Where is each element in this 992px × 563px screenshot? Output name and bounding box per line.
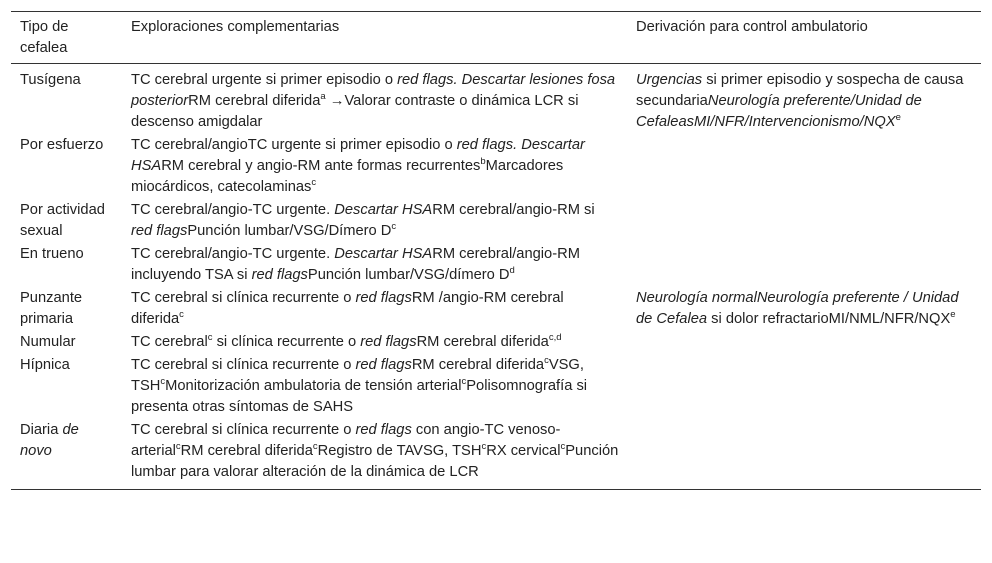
tests-footnote-mark: d bbox=[509, 265, 515, 277]
tests-text: RM cerebral diferida bbox=[411, 357, 545, 373]
referral-footnote-mark: e bbox=[950, 309, 956, 321]
tests-text: red flags bbox=[355, 290, 412, 306]
tests-text: Punción lumbar/VSG/dímero D bbox=[307, 267, 510, 283]
table-row bbox=[11, 64, 981, 135]
tests-text: RX cervical bbox=[486, 443, 561, 459]
tests-text: Punción lumbar para valorar alteración de la dinámica de LCR bbox=[131, 443, 619, 480]
tests-text: RM /angio-RM cerebral diferida bbox=[131, 290, 564, 327]
tests-text: red flags. Descartar lesiones fosa posterior bbox=[131, 72, 616, 109]
tests-text: Descartar HSA bbox=[334, 202, 433, 218]
headache-type-text: de novo bbox=[20, 422, 79, 459]
tests-text: RM cerebral y angio-RM ante formas recurrentes bbox=[161, 158, 481, 174]
tests-footnote-mark: c,d bbox=[548, 332, 562, 344]
tests-text: RM cerebral/angio-RM si bbox=[432, 202, 595, 218]
tests-footnote-mark: c bbox=[312, 441, 318, 453]
tests-footnote-mark: c bbox=[461, 376, 467, 388]
cell-complementary-tests bbox=[122, 64, 627, 135]
tests-text: Punción lumbar/VSG/Dímero D bbox=[187, 223, 392, 239]
tests-text: RM cerebral diferida bbox=[416, 334, 549, 350]
tests-footnote-mark: c bbox=[179, 309, 184, 321]
cell-referral bbox=[627, 287, 981, 490]
table-body bbox=[11, 64, 981, 490]
cell-headache-type: Punzante primaria bbox=[20, 290, 83, 327]
tests-text: red flags bbox=[131, 223, 188, 239]
tests-text: con angio-TC venoso-arterial bbox=[131, 422, 561, 459]
cell-headache-type: En trueno bbox=[20, 246, 84, 262]
tests-footnote-mark: c bbox=[311, 177, 317, 189]
tests-text: red flags. Descartar HSA bbox=[131, 137, 585, 174]
tests-text: TC cerebral si clínica recurrente o bbox=[131, 357, 356, 373]
tests-text: red flags bbox=[360, 334, 417, 350]
cell-headache-type: Por actividad sexual bbox=[20, 202, 105, 239]
tests-text: si clínica recurrente o bbox=[212, 334, 361, 350]
tests-text: TC cerebral urgente si primer episodio o bbox=[131, 72, 398, 88]
tests-text: →Valorar contraste o dinámica LCR si descenso amigdalar bbox=[131, 93, 579, 130]
referral-footnote-mark: e bbox=[895, 112, 901, 124]
headache-type-text: Diaria bbox=[20, 422, 63, 438]
tests-footnote-mark: c bbox=[175, 441, 181, 453]
tests-text: VSG, TSH bbox=[131, 357, 584, 394]
tests-footnote-mark: c bbox=[560, 441, 566, 453]
tests-text: RM cerebral/angio-RM incluyendo TSA si bbox=[131, 246, 580, 283]
tests-footnote-mark: c bbox=[481, 441, 487, 453]
cell-complementary-tests bbox=[122, 134, 627, 199]
cell-headache-type bbox=[11, 419, 122, 490]
table-header-row bbox=[11, 12, 981, 64]
cell-complementary-tests bbox=[122, 419, 627, 490]
tests-text: Monitorización ambulatoria de tensión arterial bbox=[165, 378, 462, 394]
tests-text: RM cerebral diferida bbox=[180, 443, 313, 459]
tests-text: Marcadores miocárdicos, catecolaminas bbox=[131, 158, 564, 195]
tests-text: TC cerebral/angio-TC urgente. bbox=[131, 202, 335, 218]
tests-text: Registro de TAVSG, TSH bbox=[317, 443, 482, 459]
table-row bbox=[11, 287, 981, 331]
tests-text: TC cerebral bbox=[131, 334, 208, 350]
cell-complementary-tests bbox=[122, 354, 627, 419]
cell-headache-type: Tusígena bbox=[20, 72, 81, 88]
referral-text: Neurología preferente/Unidad de CefaleasMI/NFR/Intervencionismo/NQX bbox=[636, 93, 922, 130]
header-referral: Derivación para control ambulatorio bbox=[636, 19, 868, 35]
tests-footnote-mark: c bbox=[544, 355, 549, 367]
tests-footnote-mark: c bbox=[391, 221, 397, 233]
referral-text: si primer episodio y sospecha de causa secundaria bbox=[636, 72, 964, 109]
tests-footnote-mark: c bbox=[207, 332, 213, 344]
tests-text: red flags bbox=[251, 267, 308, 283]
tests-text: TC cerebral si clínica recurrente o bbox=[131, 422, 356, 438]
cell-referral bbox=[627, 64, 981, 288]
tests-text: RM cerebral diferida bbox=[188, 93, 321, 109]
tests-footnote-mark: b bbox=[480, 156, 486, 168]
cell-headache-type: Numular bbox=[20, 334, 76, 350]
headache-table bbox=[11, 11, 981, 490]
tests-text: Polisomnografía si presenta otras síntomas de SAHS bbox=[131, 378, 588, 415]
tests-text: TC cerebral/angio-TC urgente. bbox=[131, 246, 335, 262]
header-type: Tipo de cefalea bbox=[20, 19, 69, 56]
tests-footnote-mark: c bbox=[160, 376, 166, 388]
cell-complementary-tests bbox=[122, 243, 627, 287]
cell-complementary-tests bbox=[122, 287, 627, 331]
referral-text: Urgencias bbox=[636, 72, 703, 88]
tests-text: TC cerebral/angioTC urgente si primer episodio o bbox=[131, 137, 457, 153]
tests-text: red flags bbox=[355, 422, 412, 438]
referral-text: Neurología normalNeurología preferente / Unidad de Cefalea bbox=[636, 290, 959, 327]
tests-text: TC cerebral si clínica recurrente o bbox=[131, 290, 356, 306]
cell-headache-type: Hípnica bbox=[20, 357, 70, 373]
tests-text: Descartar HSA bbox=[334, 246, 433, 262]
cell-headache-type: Por esfuerzo bbox=[20, 137, 104, 153]
cell-complementary-tests bbox=[122, 199, 627, 243]
referral-text: si dolor refractarioMI/NML/NFR/NQX bbox=[707, 311, 951, 327]
tests-footnote-mark: a bbox=[320, 91, 326, 103]
cell-complementary-tests bbox=[122, 331, 627, 354]
header-tests: Exploraciones complementarias bbox=[131, 19, 340, 35]
tests-text: red flags bbox=[355, 357, 412, 373]
